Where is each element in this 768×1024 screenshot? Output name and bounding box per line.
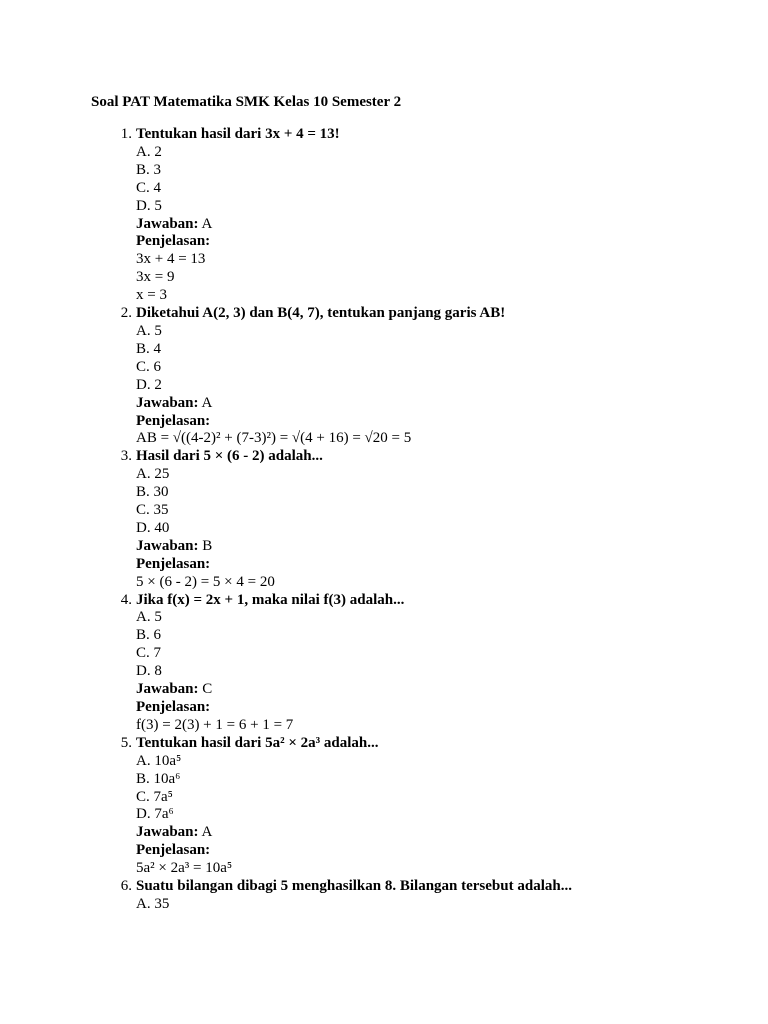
- question-number: 3.: [120, 448, 132, 465]
- answer-option: D. 5: [136, 197, 162, 214]
- answer-option: B. 3: [136, 161, 162, 178]
- explanation-label: Penjelasan:: [136, 842, 211, 859]
- answer-option: D. 40: [136, 519, 170, 536]
- document-title: Soal PAT Matematika SMK Kelas 10 Semester 2: [91, 94, 402, 110]
- answer-value: B: [202, 537, 213, 554]
- answer-value: A: [201, 215, 213, 232]
- question-number: 2.: [120, 305, 132, 322]
- answer-option: A. 5: [136, 322, 162, 339]
- answer-option: D. 8: [136, 663, 162, 680]
- answer-line: [136, 216, 572, 234]
- explanation-line: AB = √((4-2)² + (7-3)²) = √(4 + 16) = √20 = 5: [136, 430, 412, 447]
- answer-option: A. 2: [136, 143, 162, 160]
- question-list: [120, 126, 572, 914]
- answer-option: C. 6: [136, 358, 162, 375]
- answer-option: B. 10a⁶: [136, 770, 181, 787]
- explanation-label: Penjelasan:: [136, 555, 211, 572]
- answer-label: Jawaban:: [136, 215, 199, 232]
- answer-option: B. 6: [136, 627, 162, 644]
- answer-option: D. 7a⁶: [136, 806, 174, 823]
- answer-value: C: [202, 681, 213, 698]
- explanation-line: x = 3: [136, 287, 167, 304]
- explanation-label: Penjelasan:: [136, 412, 211, 429]
- answer-option: A. 25: [136, 466, 170, 483]
- question-number: 1.: [120, 126, 132, 142]
- answer-option: C. 7a⁵: [136, 788, 173, 805]
- question-text: Jika f(x) = 2x + 1, maka nilai f(3) adalah...: [136, 591, 405, 608]
- answer-option: B. 4: [136, 340, 162, 357]
- explanation-line: 3x + 4 = 13: [136, 251, 206, 268]
- question-item: [120, 878, 572, 914]
- answer-option: C. 7: [136, 645, 162, 662]
- question-text: Tentukan hasil dari 3x + 4 = 13!: [136, 126, 340, 142]
- answer-line: [136, 395, 572, 413]
- answer-option: C. 4: [136, 179, 162, 196]
- question-text: Suatu bilangan dibagi 5 menghasilkan 8. Bilangan tersebut adalah...: [136, 878, 572, 895]
- explanation-label: Penjelasan:: [136, 699, 211, 715]
- explanation-label: Penjelasan:: [136, 233, 211, 250]
- answer-label: Jawaban:: [136, 824, 199, 841]
- question-item: [120, 734, 572, 878]
- question-item: [120, 305, 572, 448]
- question-text: Diketahui A(2, 3) dan B(4, 7), tentukan panjang garis AB!: [136, 305, 506, 322]
- answer-line: [136, 824, 572, 842]
- question-number: 6.: [120, 878, 132, 895]
- answer-option: D. 2: [136, 376, 162, 393]
- question-number: 4.: [120, 591, 132, 608]
- answer-label: Jawaban:: [136, 394, 199, 411]
- question-number: 5.: [120, 734, 132, 751]
- explanation-line: 3x = 9: [136, 269, 175, 286]
- answer-option: B. 30: [136, 484, 169, 501]
- answer-option: C. 35: [136, 502, 169, 519]
- answer-option: A. 5: [136, 609, 162, 626]
- answer-option: A. 35: [136, 895, 170, 912]
- question-item: [120, 591, 572, 735]
- explanation-line: f(3) = 2(3) + 1 = 6 + 1 = 7: [136, 716, 294, 733]
- answer-line: [136, 538, 572, 556]
- question-item: [120, 126, 572, 305]
- answer-label: Jawaban:: [136, 537, 199, 554]
- answer-line: [136, 681, 572, 699]
- explanation-line: 5 × (6 - 2) = 5 × 4 = 20: [136, 573, 275, 590]
- answer-option: A. 10a⁵: [136, 752, 182, 769]
- answer-label: Jawaban:: [136, 681, 199, 698]
- question-text: Hasil dari 5 × (6 - 2) adalah...: [136, 448, 323, 465]
- answer-value: A: [201, 394, 213, 411]
- explanation-line: 5a² × 2a³ = 10a⁵: [136, 860, 233, 877]
- question-text: Tentukan hasil dari 5a² × 2a³ adalah...: [136, 734, 379, 751]
- question-item: [120, 448, 572, 591]
- answer-value: A: [201, 824, 213, 841]
